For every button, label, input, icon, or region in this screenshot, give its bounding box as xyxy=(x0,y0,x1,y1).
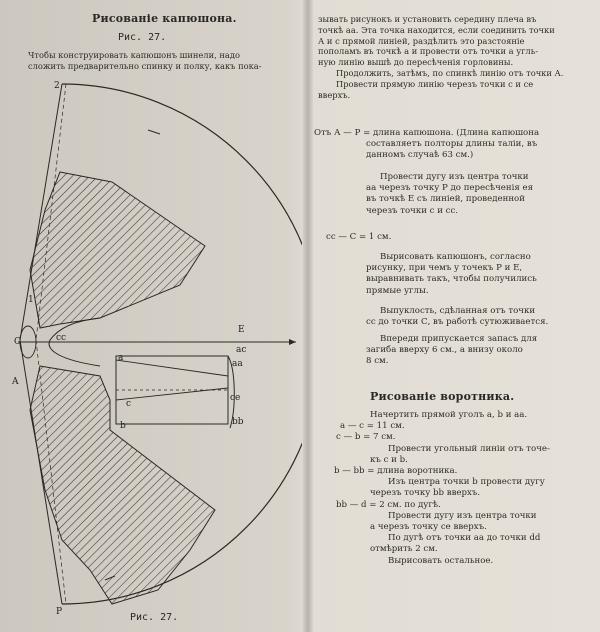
figure-caption-bottom: Рис. 27. xyxy=(130,612,179,623)
text-line: с — b = 7 см. xyxy=(336,432,396,443)
text-line: аа черезъ точку Р до пересѣченія ея xyxy=(366,183,533,194)
text-line: въ точкѣ Е съ линіей, проведенной xyxy=(366,194,525,205)
label-point-cc: сс xyxy=(56,333,67,343)
measure-cc: сс — С = 1 см. xyxy=(326,232,392,242)
text-line: А и с прямой линіей, раздѣлить это разстояніе xyxy=(318,35,525,46)
label-point-ce: ce xyxy=(230,393,241,403)
text-line: Начертить прямой уголъ а, b и аа. xyxy=(370,410,528,420)
axis-arrowhead xyxy=(289,339,296,345)
label-point-c2: c xyxy=(126,399,132,409)
label-point-b: b xyxy=(120,421,126,431)
book-gutter xyxy=(303,0,313,632)
label-point-c: C xyxy=(14,337,21,347)
text-line: точкѣ аа. Эта точка находится, если соединить точки xyxy=(318,24,555,35)
draw-hood-instructions xyxy=(366,252,596,297)
label-point-bb: bb xyxy=(232,417,244,427)
text-line: отмѣрить 2 см. xyxy=(370,544,438,555)
label-point-e: E xyxy=(238,325,245,335)
label-point-top: 2 xyxy=(54,81,60,91)
text-line: Вырисовать капюшонъ, согласно xyxy=(380,252,531,262)
label-point-a2: a xyxy=(118,353,124,363)
text-line: Изъ центра точки b провести дугу xyxy=(388,477,545,488)
front-piece-hatched xyxy=(30,366,215,604)
text-line: къ с и b. xyxy=(370,454,408,465)
text-line: загиба вверху 6 см., а внизу около xyxy=(366,345,523,356)
text-line: Провести дугу изъ центра точки xyxy=(388,510,537,521)
hood-instructions xyxy=(314,128,596,162)
arrow-mark xyxy=(148,130,160,134)
text-line: черезъ точки с и сс. xyxy=(366,205,459,216)
text-line: 8 см. xyxy=(366,356,389,367)
text-line: Вырисовать остальное. xyxy=(388,555,494,566)
label-point-one: 1 xyxy=(28,295,34,305)
label-point-p: P xyxy=(56,607,63,617)
text-line: Провести угольный линіи отъ точе- xyxy=(388,443,550,454)
text-line: b — bb = длина воротника. xyxy=(334,466,458,477)
text-line: Впереди припускается запасъ для xyxy=(380,334,538,344)
label-point-a: A xyxy=(12,377,19,387)
text-line: Продолжить, затѣмъ, по спинкѣ линію отъ точки А. xyxy=(336,67,564,78)
text-line: Отъ А — Р = длина капюшона. (Длина капюшона xyxy=(314,128,540,138)
allowance-instructions xyxy=(366,334,596,368)
collar-instructions xyxy=(326,410,596,567)
text-line: По дугѣ отъ точки аа до точки dd xyxy=(388,533,541,544)
label-point-ac: ас xyxy=(236,345,247,355)
collar-drawing-heading: Рисованіе воротника. xyxy=(370,390,515,403)
intro-line: сложить предварительно спинку и полку, какъ пока- xyxy=(28,61,262,72)
hood-pattern-diagram xyxy=(0,70,302,632)
label-point-aa: аа xyxy=(232,359,243,369)
figure-caption-top: Рис. 27. xyxy=(118,32,167,43)
text-line: вверхъ. xyxy=(318,89,351,100)
intro-line: Чтобы конструировать капюшонъ шинели, надо xyxy=(28,50,240,60)
text-line: составляетъ полторы длины таліи, въ xyxy=(366,139,538,150)
arc-instructions xyxy=(366,172,596,217)
text-line: прямые углы. xyxy=(366,285,429,296)
convexity-instructions xyxy=(366,306,596,328)
text-line: ную линію вышѣ до пересѣченія горловины. xyxy=(318,57,514,68)
collar-diagonal xyxy=(116,360,228,376)
hood-drawing-heading: Рисованіе капюшона. xyxy=(92,12,237,25)
text-line: bb — d = 2 см. по дугѣ. xyxy=(336,499,441,510)
text-line: пополамъ въ точкѣ а и провести отъ точки а угль- xyxy=(318,46,539,57)
intro-continuation xyxy=(318,14,596,100)
text-line: черезъ точку bb вверхъ. xyxy=(370,488,481,499)
text-line: зывать рисунокъ и установить середину плеча въ xyxy=(318,14,537,24)
text-line: Выпуклость, сдѣланная отъ точки xyxy=(380,306,536,316)
text-line: рисунку, при чемъ у точекъ Р и Е, xyxy=(366,263,523,274)
text-line: сс до точки С, въ работѣ сутюживается. xyxy=(366,317,549,328)
text-line: а черезъ точку се вверхъ. xyxy=(370,522,487,533)
text-line: Провести прямую линію черезъ точки с и се xyxy=(336,78,534,89)
text-line: выравнивать такъ, чтобы получились xyxy=(366,274,537,285)
text-line: Провести дугу изъ центра точки xyxy=(380,172,529,182)
text-line: данномъ случаѣ 63 см.) xyxy=(366,150,474,161)
text-line: а — с = 11 см. xyxy=(340,421,405,432)
back-piece-hatched xyxy=(30,172,205,328)
